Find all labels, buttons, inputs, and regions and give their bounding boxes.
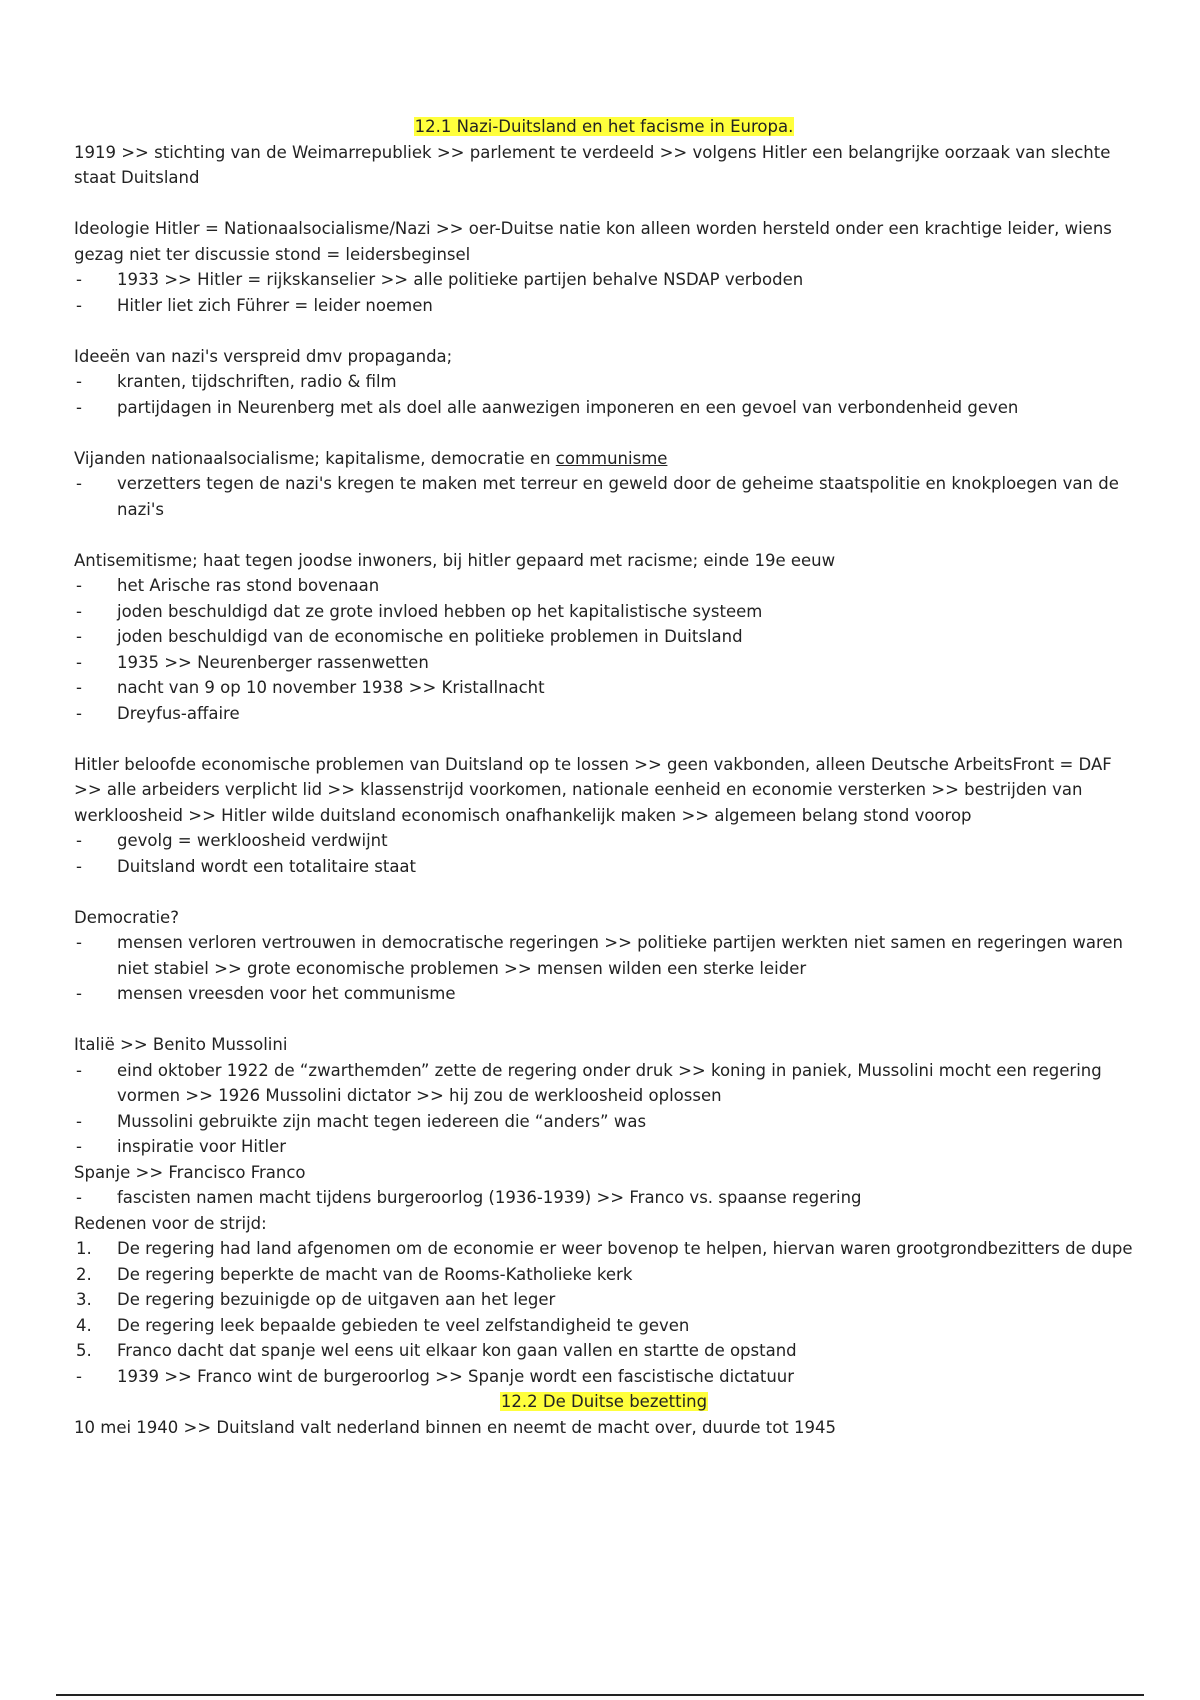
numbered-item: 2. De regering beperkte de macht van de Rooms-Katholieke kerk [76, 1264, 633, 1284]
underlined-word: communisme [555, 448, 668, 468]
list-item: - kranten, tijdschriften, radio & film [76, 372, 397, 391]
list-item: - Dreyfus-affaire [76, 703, 240, 723]
list-item: - Hitler liet zich Führer = leider noemen [76, 295, 433, 315]
weimar-paragraph: 1919 >> stichting van de Weimarrepubliek >> parlement te verdeeld >> volgens Hitler een belangrijke oorzaak van slechte staat Duitsland [74, 142, 1111, 187]
economy-paragraph: Hitler beloofde economische problemen van Duitsland op te lossen >> geen vakbonden, alleen Deutsche ArbeitsFront = DAF >> alle arbeiders verplicht lid >> klassenstrijd voorkomen, nationale eenheid en economie versterken >> bestrijden van werkloosheid >> Hitler wilde duitsland economisch onafhankelijk maken >> algemeen belang stond voorop [74, 754, 1112, 825]
highlighted-heading-text: 12.1 Nazi-Duitsland en het facisme in Europa. [414, 117, 794, 136]
list-item: - inspiratie voor Hitler [76, 1137, 287, 1156]
document-page [74, 114, 1134, 1440]
numbered-item: 5. Franco dacht dat spanje wel eens uit elkaar kon gaan vallen en startte de opstand [76, 1341, 797, 1360]
list-item: - 1939 >> Franco wint de burgeroorlog >> Spanje wordt een fascistische dictatuur [76, 1366, 795, 1386]
list-item: - nacht van 9 op 10 november 1938 >> Kristallnacht [76, 678, 545, 697]
list-item: - 1933 >> Hitler = rijkskanselier >> alle politieke partijen behalve NSDAP verboden [76, 270, 804, 289]
italy-paragraph: Italië >> Benito Mussolini [74, 1035, 288, 1054]
list-item: - partijdagen in Neurenberg met als doel alle aanwezigen imponeren en een gevoel van verbondenheid geven [76, 397, 1019, 417]
list-item: - mensen vreesden voor het communisme [76, 984, 456, 1003]
enemies-paragraph: Vijanden nationaalsocialisme; kapitalisme, democratie en communisme [74, 448, 668, 468]
list-item: - het Arische ras stond bovenaan [76, 576, 380, 595]
list-item: - 1935 >> Neurenberger rassenwetten [76, 652, 429, 672]
list-item: - Mussolini gebruikte zijn macht tegen iedereen die “anders” was [76, 1111, 647, 1131]
list-item: - gevolg = werkloosheid verdwijnt [76, 831, 388, 850]
list-item: - eind oktober 1922 de “zwarthemden” zette de regering onder druk >> koning in paniek, Mussolini mocht een regering vormen >> 1926 Mussolini dictator >> hij zou de werkloosheid oplossen [76, 1060, 1102, 1105]
occupation-paragraph: 10 mei 1940 >> Duitsland valt nederland binnen en neemt de macht over, duurde tot 1945 [74, 1417, 837, 1437]
list-item: - joden beschuldigd van de economische en politieke problemen in Duitsland [76, 627, 743, 646]
antisemitism-paragraph: Antisemitisme; haat tegen joodse inwoners, bij hitler gepaard met racisme; einde 19e eeuw [74, 550, 836, 570]
democracy-paragraph: Democratie? [74, 907, 179, 927]
highlighted-heading-text: 12.2 De Duitse bezetting [500, 1392, 708, 1411]
section-heading-12-1 [74, 114, 1134, 140]
page-bottom-rule [56, 1694, 1144, 1696]
section-heading-12-2 [74, 1389, 1134, 1415]
list-item: - mensen verloren vertrouwen in democratische regeringen >> politieke partijen werkten niet samen en regeringen waren niet stabiel >> grote economische problemen >> mensen wilden een sterke leider [76, 933, 1124, 978]
propaganda-paragraph: Ideeën van nazi's verspreid dmv propaganda; [74, 346, 453, 366]
numbered-item: 3. De regering bezuinigde op de uitgaven aan het leger [76, 1290, 556, 1309]
list-item: - joden beschuldigd dat ze grote invloed hebben op het kapitalistische systeem [76, 601, 763, 621]
numbered-item: 1. De regering had land afgenomen om de economie er weer bovenop te helpen, hiervan waren grootgrondbezitters de dupe [76, 1239, 1133, 1258]
list-item: - verzetters tegen de nazi's kregen te maken met terreur en geweld door de geheime staatspolitie en knokploegen van de nazi's [76, 474, 1119, 519]
list-item: - fascisten namen macht tijdens burgeroorlog (1936-1939) >> Franco vs. spaanse regering [76, 1188, 862, 1207]
reasons-title: Redenen voor de strijd: [74, 1213, 267, 1233]
list-item: - Duitsland wordt een totalitaire staat [76, 856, 417, 876]
ideology-paragraph: Ideologie Hitler = Nationaalsocialisme/Nazi >> oer-Duitse natie kon alleen worden hersteld onder een krachtige leider, wiens gezag niet ter discussie stond = leidersbeginsel [74, 219, 1112, 264]
numbered-item: 4. De regering leek bepaalde gebieden te veel zelfstandigheid te geven [76, 1315, 690, 1335]
spain-paragraph: Spanje >> Francisco Franco [74, 1162, 306, 1182]
